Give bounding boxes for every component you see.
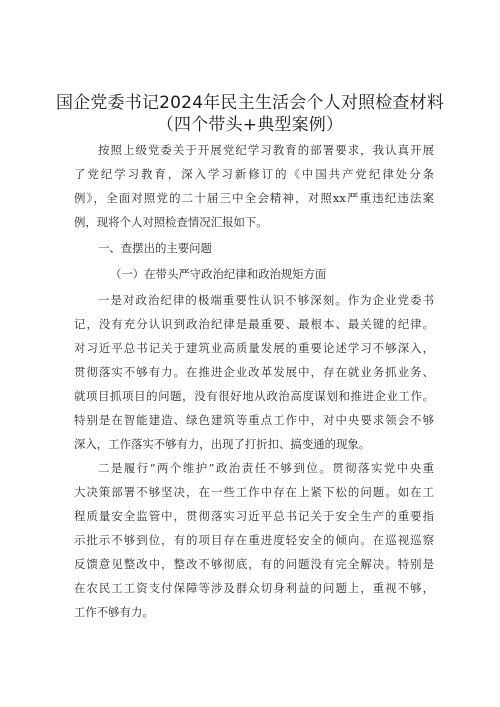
paragraph-line: 示批示不够到位，有的项目存在重进度轻安全的倾向。在巡视巡察 xyxy=(74,533,434,547)
subsection-heading: （一）在带头严守政治纪律和政治规矩方面 xyxy=(110,267,327,281)
paragraph-line: 反馈意见整改中，整改不够彻底，有的问题没有完全解决。特别是 xyxy=(74,557,434,571)
section-heading: 一、查摆出的主要问题 xyxy=(98,241,212,255)
paragraph-line: 按照上级党委关于开展党纪学习教育的部署要求，我认真开展 xyxy=(98,143,434,157)
paragraph-line: 大决策部署不够坚决，在一些工作中存在上紧下松的问题。如在工 xyxy=(74,485,434,499)
paragraph-line: 深入，工作落实不够有力，出现了打折扣、搞变通的现象。 xyxy=(74,437,371,451)
paragraph-line: 就项目抓项目的问题，没有很好地从政治高度谋划和推进企业工作。 xyxy=(74,389,434,403)
paragraph-line: 记，没有充分认识到政治纪律是最重要、最根本、最关键的纪律。 xyxy=(74,317,434,331)
paragraph-line: 例，现将个人对照检查情况汇报如下。 xyxy=(74,215,268,229)
paragraph-line: 对习近平总书记关于建筑业高质量发展的重要论述学习不够深入， xyxy=(74,341,434,355)
document-title: 国企党委书记2024年民主生活会个人对照检查材料 xyxy=(55,93,445,113)
paragraph-line: 例》，全面对照党的二十届三中全会精神，对照xx严重违纪违法案 xyxy=(74,191,434,205)
paragraph-line: 特别是在智能建造、绿色建筑等重点工作中，对中央要求领会不够 xyxy=(74,413,434,427)
paragraph-line: 一是对政治纪律的极端重要性认识不够深刻。作为企业党委书 xyxy=(98,293,434,307)
document-subtitle: （四个带头+典型案例） xyxy=(156,115,344,135)
paragraph-line: 贯彻落实不够有力。在推进企业改革发展中，存在就业务抓业务、 xyxy=(74,365,434,379)
paragraph-line: 二是履行“两个维护”政治责任不够到位。贯彻落实党中央重 xyxy=(98,461,434,475)
paragraph-line: 在农民工工资支付保障等涉及群众切身利益的问题上，重视不够， xyxy=(74,581,434,595)
paragraph-line: 程质量安全监管中，贯彻落实习近平总书记关于安全生产的重要指 xyxy=(74,509,434,523)
paragraph-line: 工作不够有力。 xyxy=(74,605,154,619)
paragraph-line: 了党纪学习教育，深入学习新修订的《中国共产党纪律处分条 xyxy=(74,167,434,181)
